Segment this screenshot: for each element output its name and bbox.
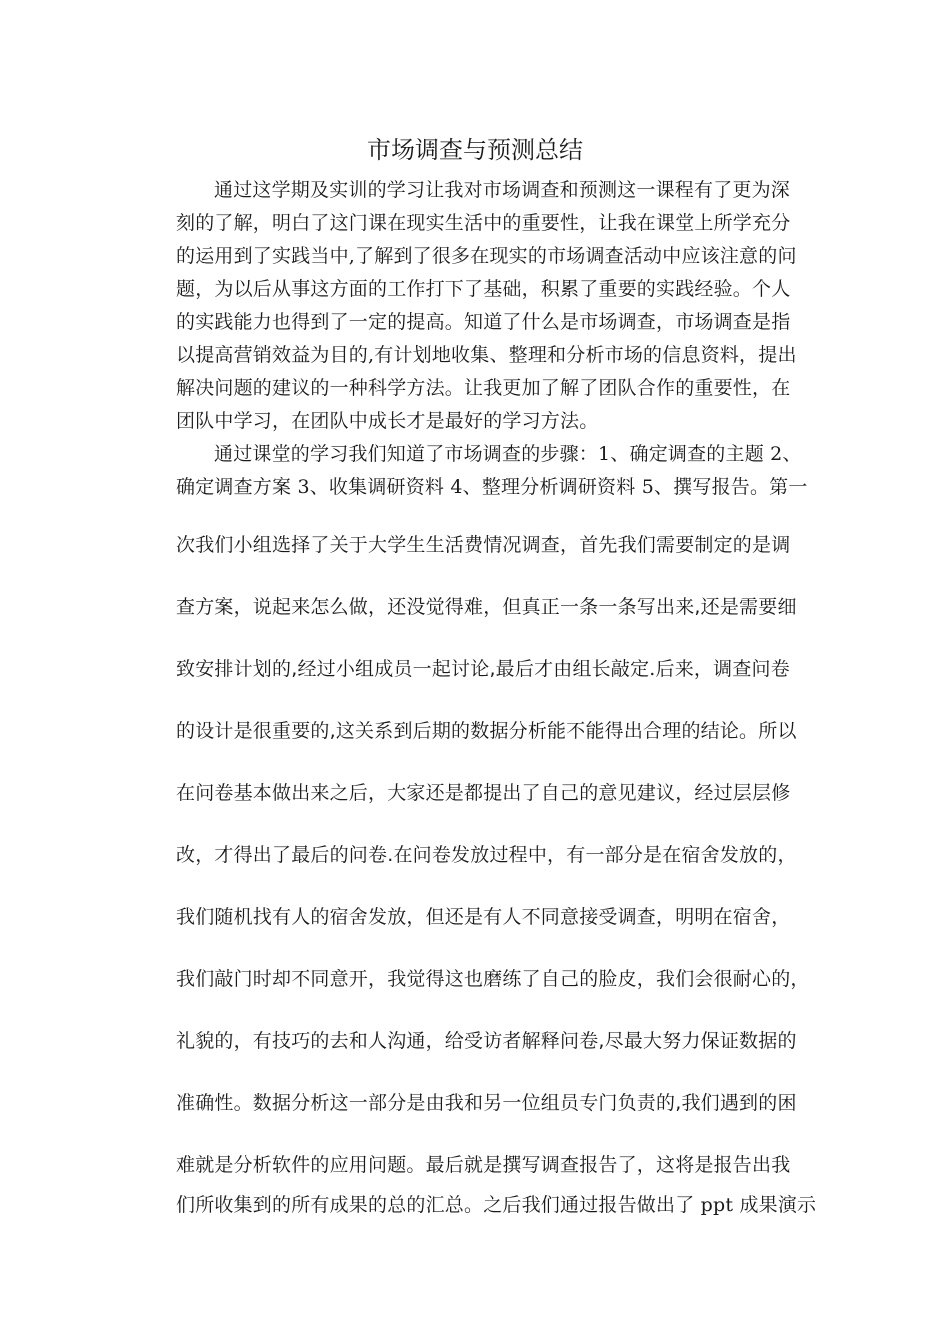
document-title: 市场调查与预测总结 xyxy=(367,136,583,164)
paragraph-2-line-7: 在问卷基本做出来之后，大家还是都提出了自己的意见建议，经过层层修 xyxy=(176,782,791,804)
paragraph-1-line-3: 的运用到了实践当中,了解到了很多在现实的市场调查活动中应该注意的问 xyxy=(176,245,797,267)
paragraph-1-line-6: 以提高营销效益为目的,有计划地收集、整理和分析市场的信息资料，提出 xyxy=(176,344,797,366)
paragraph-2-line-12: 准确性。数据分析这一部分是由我和另一位组员专门负责的,我们遇到的困 xyxy=(176,1092,797,1114)
paragraph-2-line-10: 我们敲门时却不同意开，我觉得这也磨练了自己的脸皮，我们会很耐心的， xyxy=(176,968,810,990)
paragraph-2-line-1: 通过课堂的学习我们知道了市场调查的步骤：1、确定调查的主题 2、 xyxy=(214,443,802,465)
line-segment: 调查问卷 xyxy=(713,658,790,680)
line-segment: 最后就是撰写调查报告了，这将是报告出我 xyxy=(425,1154,791,1176)
paragraph-2-line-13 xyxy=(176,1152,816,1179)
paragraph-2-line-14: 们所收集到的所有成果的总的汇总。之后我们通过报告做出了 ppt 成果演示 xyxy=(176,1194,817,1216)
paragraph-2-line-3 xyxy=(176,532,816,559)
paragraph-1-line-8: 团队中学习，在团队中成长才是最好的学习方法。 xyxy=(176,410,599,432)
line-segment: 难就是分析软件的应用问题。 xyxy=(176,1154,426,1176)
paragraph-2-line-8: 改，才得出了最后的问卷.在问卷发放过程中，有一部分是在宿舍发放的， xyxy=(176,844,797,866)
paragraph-2-line-11: 礼貌的，有技巧的去和人沟通，给受访者解释问卷,尽最大努力保证数据的 xyxy=(176,1030,797,1052)
line-segment: 首先我们需要制定的是调 xyxy=(579,534,791,556)
line-segment: .后来， xyxy=(649,658,714,680)
line-segment: 次我们小组选择了关于大学生生活费情况调查， xyxy=(176,534,580,556)
paragraph-2-line-6: 的设计是很重要的,这关系到后期的数据分析能不能得出合理的结论。所以 xyxy=(176,720,797,742)
line-segment: 致安排计划的,经过小组成员一起讨论,最后才由组长敲定 xyxy=(176,658,650,680)
paragraph-2-line-9: 我们随机找有人的宿舍发放，但还是有人不同意接受调查，明明在宿舍， xyxy=(176,906,791,928)
paragraph-1-line-1: 通过这学期及实训的学习让我对市场调查和预测这一课程有了更为深 xyxy=(214,179,791,201)
paragraph-2-line-4: 查方案，说起来怎么做，还没觉得难，但真正一条一条写出来,还是需要细 xyxy=(176,596,797,618)
paragraph-2-line-2: 确定调查方案 3、收集调研资料 4、整理分析调研资料 5、撰写报告。第一 xyxy=(176,476,808,498)
paragraph-2-line-5 xyxy=(176,656,816,683)
paragraph-1-line-7: 解决问题的建议的一种科学方法。让我更加了解了团队合作的重要性，在 xyxy=(176,377,791,399)
paragraph-1-line-4: 题，为以后从事这方面的工作打下了基础，积累了重要的实践经验。个人 xyxy=(176,278,791,300)
paragraph-1-line-5: 的实践能力也得到了一定的提高。知道了什么是市场调查，市场调查是指 xyxy=(176,311,791,333)
paragraph-1-line-2: 刻的了解，明白了这门课在现实生活中的重要性，让我在课堂上所学充分 xyxy=(176,212,791,234)
